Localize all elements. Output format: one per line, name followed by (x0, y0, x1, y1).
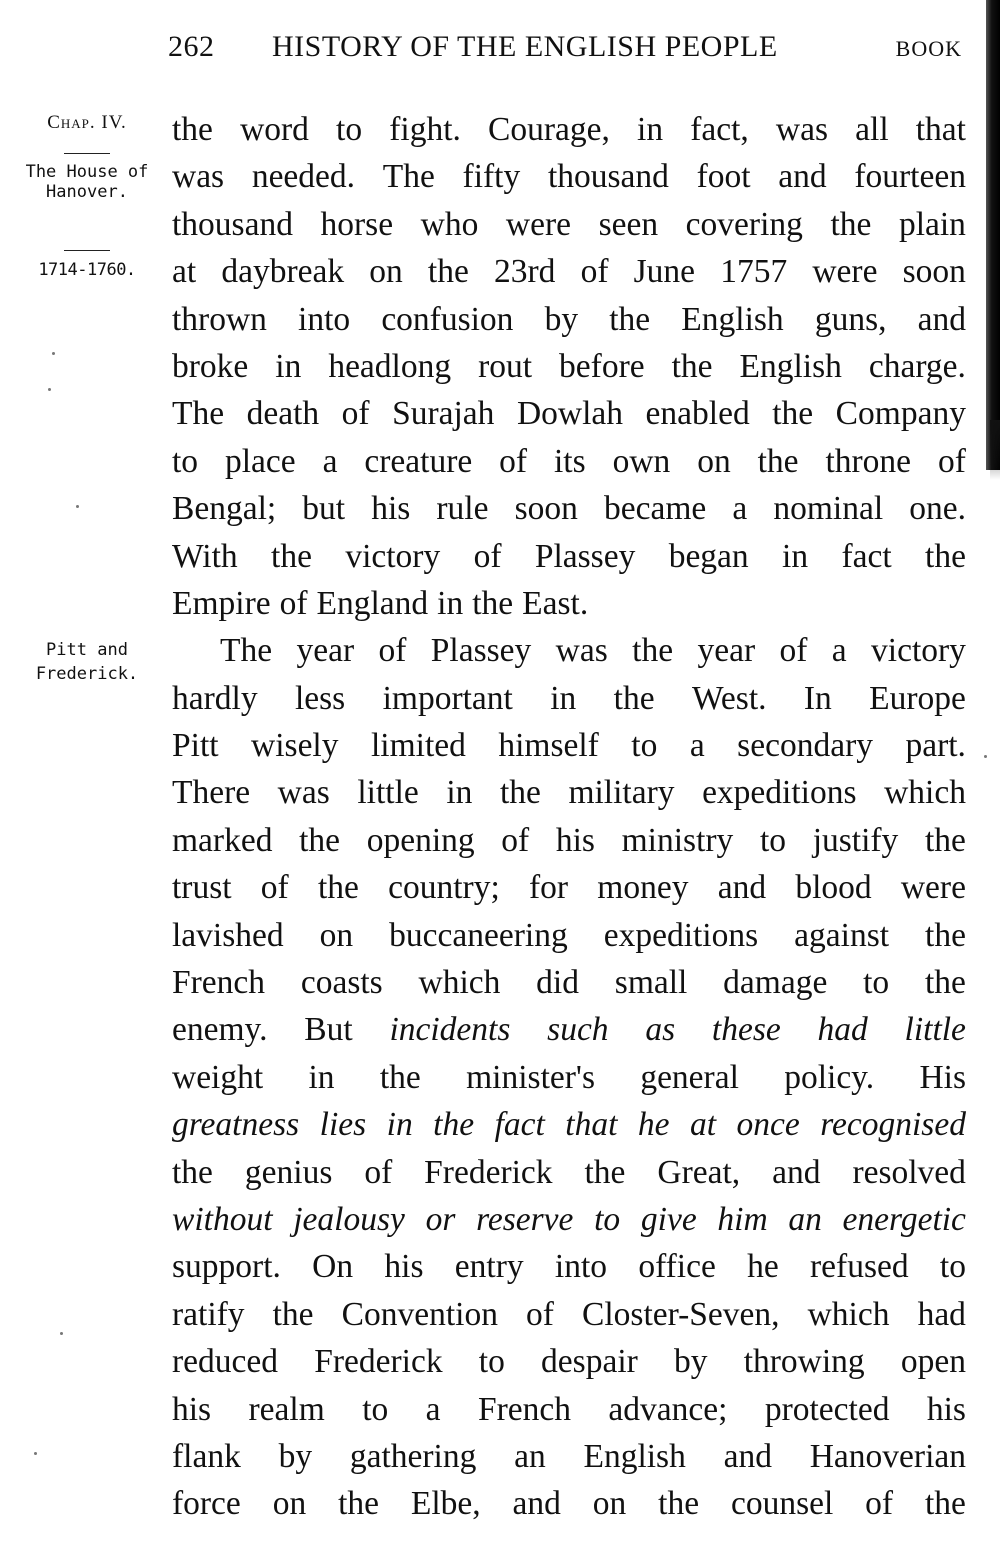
running-book-label: BOOK (895, 36, 962, 61)
text-line: Empire of England in the East. (172, 584, 589, 622)
margin-rule (64, 250, 110, 251)
text-line: enemy. But incidents such as these had little (172, 1011, 966, 1049)
text-line: without jealousy or reserve to give him an energetic (172, 1200, 966, 1238)
text-line: weight in the minister's general policy. His (172, 1058, 966, 1096)
scan-speck (48, 388, 51, 391)
text-line: to place a creature of its own on the throne of (172, 442, 966, 480)
text-line: at daybreak on the 23rd of June 1757 were soon (172, 253, 966, 291)
scan-speck (52, 352, 55, 355)
text-line: flank by gathering an English and Hanoverian (172, 1437, 966, 1475)
text-line: the genius of Frederick the Great, and resolved (172, 1153, 966, 1191)
scan-speck (984, 755, 987, 758)
margin-rule (64, 153, 110, 154)
running-title: HISTORY OF THE ENGLISH PEOPLE (272, 30, 778, 63)
text-line: hardly less important in the West. In Europe (172, 679, 966, 717)
page-number: 262 (168, 30, 215, 63)
text-line: was needed. The fifty thousand foot and fourteen (172, 158, 966, 196)
text-line: marked the opening of his ministry to justify the (172, 821, 966, 859)
body-text (172, 106, 966, 1528)
text-line: Bengal; but his rule soon became a nominal one. (172, 490, 966, 528)
text-line: support. On his entry into office he refused to (172, 1248, 966, 1286)
text-line: French coasts which did small damage to the (172, 964, 966, 1002)
text-line: The year of Plassey was the year of a victory (220, 632, 966, 670)
text-line: greatness lies in the fact that he at once recognised (172, 1106, 966, 1144)
text-line: thrown into confusion by the English guns, and (172, 300, 966, 338)
section-title: The House of Hanover. (25, 162, 149, 202)
text-line: reduced Frederick to despair by throwing open (172, 1343, 966, 1381)
text-line: thousand horse who were seen covering the plain (172, 205, 966, 243)
text-line: ratify the Convention of Closter-Seven, which had (172, 1295, 966, 1333)
text-line: force on the Elbe, and on the counsel of the (172, 1485, 966, 1523)
scan-speck (76, 505, 79, 508)
text-line: broke in headlong rout before the English charge. (172, 347, 966, 385)
running-head (166, 30, 966, 70)
side-heading: Pitt and Frederick. (35, 640, 139, 684)
chapter-label: Chap. IV. (47, 112, 127, 133)
scan-edge-shadow (986, 0, 1000, 470)
scan-speck (60, 1332, 63, 1335)
text-line: the word to fight. Courage, in fact, was all that (172, 111, 966, 148)
text-line: his realm to a French advance; protected his (172, 1390, 966, 1428)
text-line: The death of Surajah Dowlah enabled the Company (172, 395, 966, 433)
date-range: 1714-1760. (38, 260, 136, 280)
text-line: trust of the country; for money and blood were (172, 869, 966, 907)
text-line: lavished on buccaneering expeditions against the (172, 916, 966, 954)
scan-edge-fade (990, 420, 1000, 480)
text-line: Pitt wisely limited himself to a secondary part. (172, 727, 966, 765)
text-line: There was little in the military expeditions which (172, 774, 966, 812)
scan-speck (34, 1452, 37, 1455)
text-line: With the victory of Plassey began in fact the (172, 537, 966, 575)
